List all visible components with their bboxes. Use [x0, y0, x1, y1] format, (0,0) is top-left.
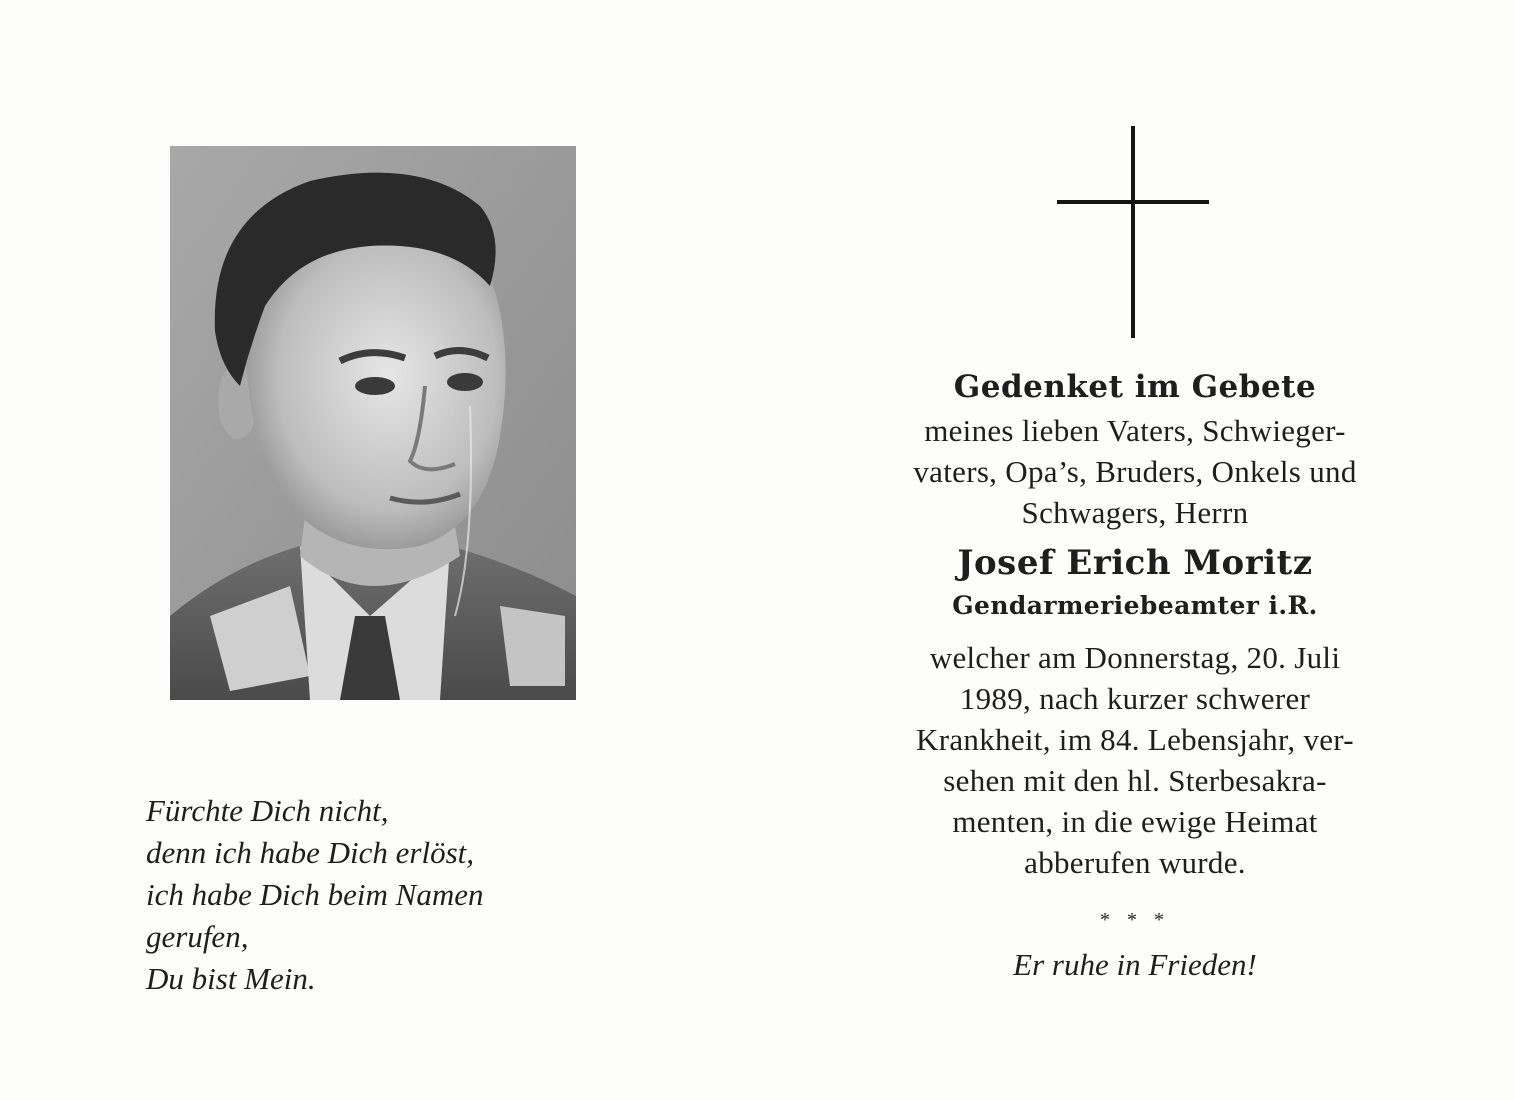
verse-line: gerufen,: [146, 919, 249, 954]
death-line: sehen mit den hl. Sterbesakra-: [943, 763, 1327, 798]
deceased-name: Josef Erich Moritz: [957, 543, 1313, 583]
closing-line: Er ruhe in Frieden!: [1013, 947, 1257, 982]
intro-line: meines lieben Vaters, Schwieger-: [924, 413, 1346, 448]
cross-vertical-bar: [1131, 126, 1135, 338]
verse-line: ich habe Dich beim Namen: [146, 877, 484, 912]
death-notice: [840, 637, 1430, 883]
cross-horizontal-bar: [1057, 200, 1209, 204]
intro-text: [840, 410, 1430, 533]
portrait-image: [170, 146, 576, 700]
bible-verse: [146, 790, 606, 1000]
portrait-photo: [170, 146, 576, 700]
death-line: Krankheit, im 84. Lebensjahr, ver-: [916, 722, 1354, 757]
heading: Gedenket im Gebete: [953, 369, 1317, 405]
death-line: welcher am Donnerstag, 20. Juli: [929, 640, 1341, 675]
verse-line: denn ich habe Dich erlöst,: [146, 835, 475, 870]
intro-line: Schwagers, Herrn: [1021, 495, 1249, 530]
memorial-text: [840, 364, 1430, 987]
separator: * * *: [1100, 909, 1170, 931]
verse-line: Fürchte Dich nicht,: [146, 793, 389, 828]
death-line: abberufen wurde.: [1024, 845, 1246, 880]
verse-line: Du bist Mein.: [146, 961, 316, 996]
occupation: Gendarmeriebeamter i.R.: [952, 591, 1318, 620]
death-line: menten, in die ewige Heimat: [952, 804, 1318, 839]
death-line: 1989, nach kurzer schwerer: [959, 681, 1311, 716]
intro-line: vaters, Opa’s, Bruders, Onkels und: [913, 454, 1357, 489]
